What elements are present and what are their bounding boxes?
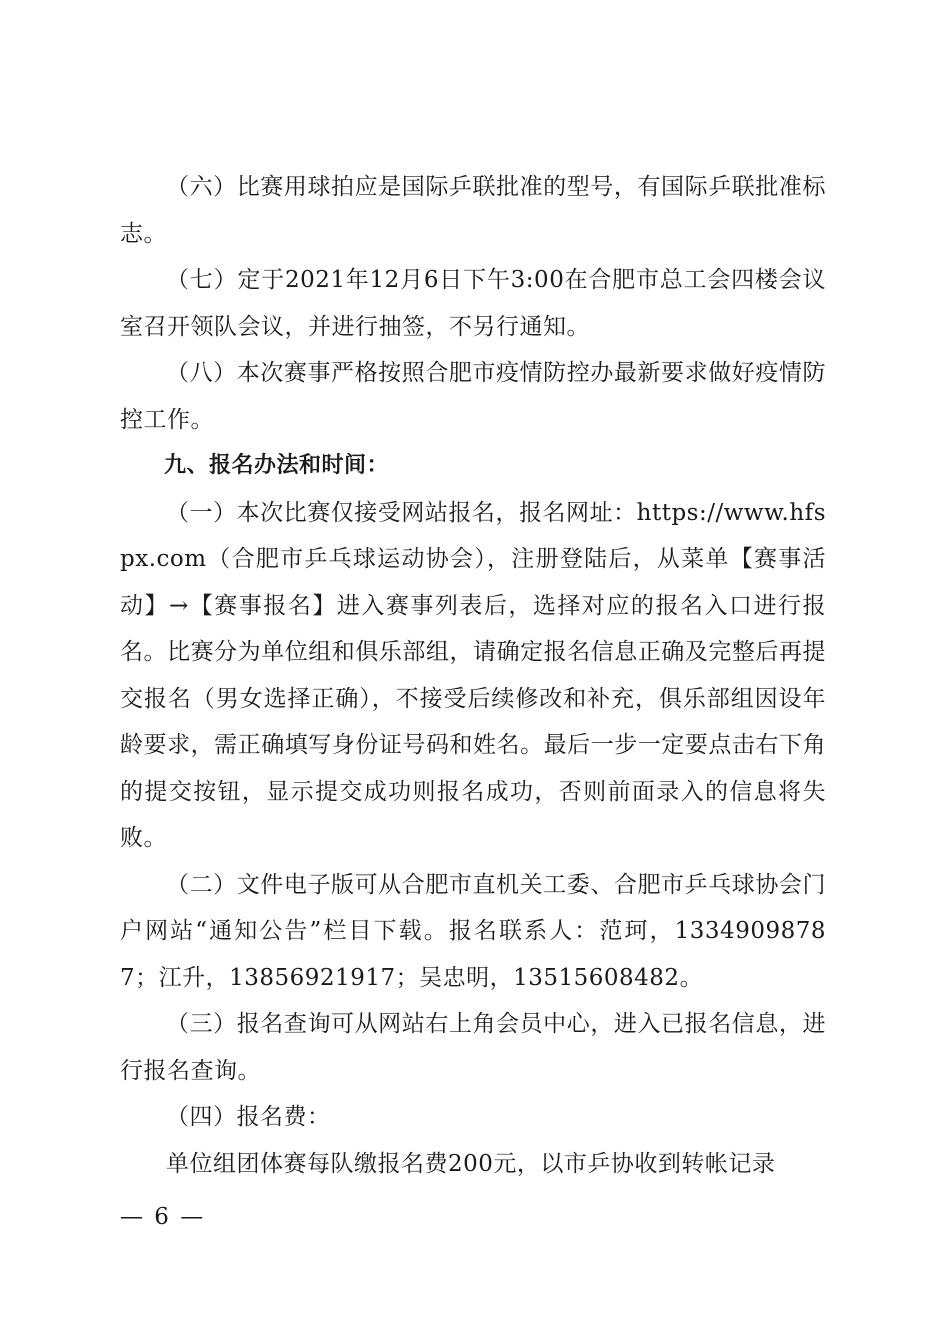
paragraph-registration-4: （四）报名费： — [166, 1104, 331, 1130]
paragraph-item-7: （七）定于2021年12月6日下午3:00在合肥市总工会四楼会议室召开领队会议，并进行抽签，不另行通知。 — [120, 267, 826, 340]
page-number: — 6 — — [120, 1204, 206, 1230]
paragraph-item-6: （六）比赛用球拍应是国际乒联批准的型号，有国际乒联批准标志。 — [120, 174, 826, 247]
section-heading-registration: 九、报名办法和时间： — [164, 453, 390, 478]
paragraph-item-8: （八）本次赛事严格按照合肥市疫情防控办最新要求做好疫情防控工作。 — [120, 360, 826, 433]
paragraph-registration-1: （一）本次比赛仅接受网站报名，报名网址：https://www.hfspx.com（合肥市乒乓球运动协会），注册登陆后，从菜单【赛事活动】→【赛事报名】进入赛事列表后，选择对应的报名入口进行报名。比赛分为单位组和俱乐部组，请确定报名信息正确及完整后再提交报名（男女选择正确），不接受后续修改和补充，俱乐部组因设年龄要求，需正确填写身份证号码和姓名。最后一步一定要点击右下角的提交按钮，显示提交成功则报名成功，否则前面录入的信息将失败。 — [120, 499, 826, 851]
document-body — [120, 164, 826, 1187]
paragraph-registration-fee: 单位组团体赛每队缴报名费200元，以市乒协收到转帐记录 — [166, 1150, 776, 1177]
paragraph-registration-2: （二）文件电子版可从合肥市直机关工委、合肥市乒乓球协会门户网站“通知公告”栏目下载。报名联系人：范珂，13349098787；江升，13856921917；吴忠明，13515608482。 — [120, 871, 826, 991]
paragraph-registration-3: （三）报名查询可从网站右上角会员中心，进入已报名信息，进行报名查询。 — [120, 1011, 826, 1084]
